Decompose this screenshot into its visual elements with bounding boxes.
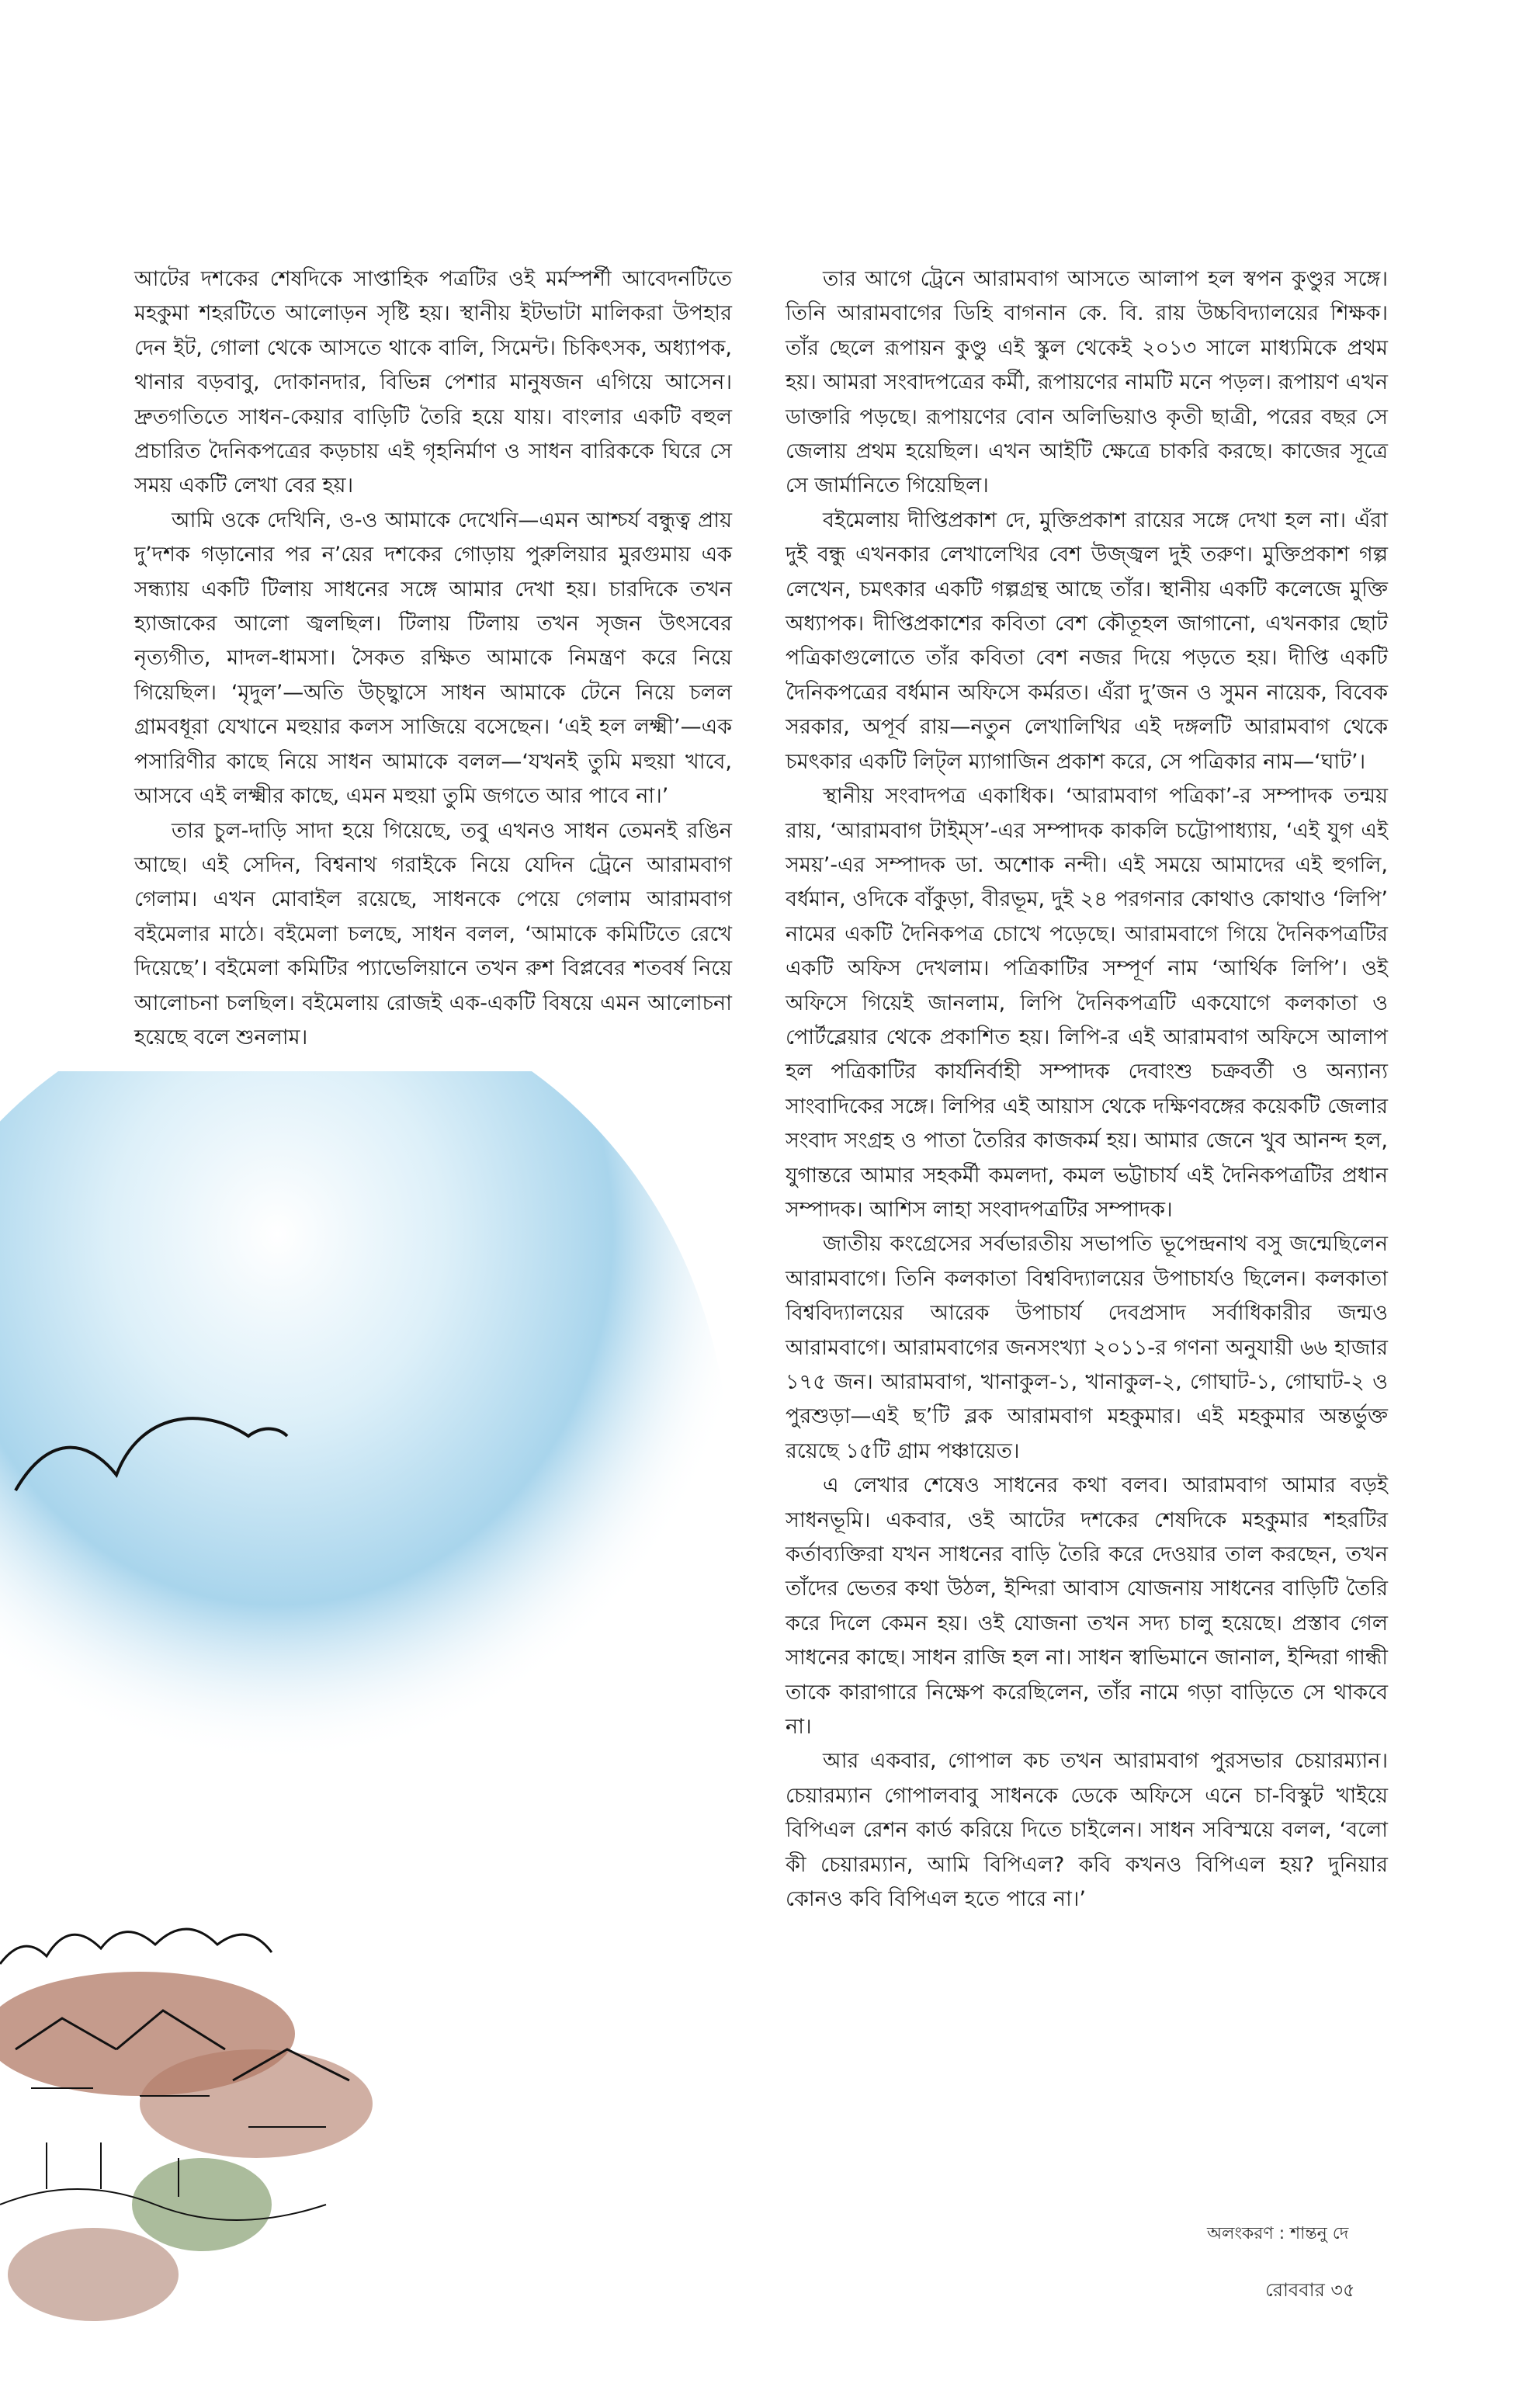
paragraph: আমি ওকে দেখিনি, ও-ও আমাকে দেখেনি—এমন আশ্চর্য বন্ধুত্ব প্রায় দু’দশক গড়ানোর পর ন’য়ের দশকের গোড়ায় পুরুলিয়ার মুরগুমায় এক সন্ধ্যায় একটি টিলায় সাধনের সঙ্গে আমার দেখা হয়। চারদিকে তখন হ্যাজাকের আলো জ্বলছিল। টিলায় টিলায় তখন সৃজন উৎসবের নৃত্যগীত, মাদল-ধামসা। সৈকত রক্ষিত আমাকে নিমন্ত্রণ করে নিয়ে গিয়েছিল। ‘মৃদুল’—অতি উচ্ছ্বাসে সাধন আমাকে টেনে নিয়ে চলল গ্রামবধূরা যেখানে মহুয়ার কলস সাজিয়ে বসেছেন। ‘এই হল লক্ষ্মী’—এক পসারিণীর কাছে নিয়ে সাধন আমাকে বলল—‘যখনই তুমি মহুয়া খাবে, আসবে এই লক্ষ্মীর কাছে, এমন মহুয়া তুমি জগতে আর পাবে না।’ <box>134 508 732 809</box>
ink-illustration <box>0 1071 776 2391</box>
paragraph: তার আগে ট্রেনে আরামবাগ আসতে আলাপ হল স্বপন কুণ্ডুর সঙ্গে। তিনি আরামবাগের ডিহি বাগনান কে. বি. রায় উচ্চবিদ্যালয়ের শিক্ষক। তাঁর ছেলে রূপায়ন কুণ্ডু এই স্কুল থেকেই ২০১৩ সালে মাধ্যমিকে প্রথম হয়। আমরা সংবাদপত্রের কর্মী, রূপায়ণের নামটি মনে পড়ল। রূপায়ণ এখন ডাক্তারি পড়ছে। রূপায়ণের বোন অলিভিয়াও কৃতী ছাত্রী, পরের বছর সে জেলায় প্রথম হয়েছিল। এখন আইটি ক্ষেত্রে চাকরি করছে। কাজের সূত্রে সে জার্মানিতে গিয়েছিল। <box>786 267 1389 498</box>
paragraph: আর একবার, গোপাল কচ তখন আরামবাগ পুরসভার চেয়ারম্যান। চেয়ারম্যান গোপালবাবু সাধনকে ডেকে অফিসে এনে চা-বিস্কুট খাইয়ে বিপিএল রেশন কার্ড করিয়ে দিতে চাইলেন। সাধন সবিস্ময়ে বলল, ‘বলো কী চেয়ারম্যান, আমি বিপিএল? কবি কখনও বিপিএল হয়? দুনিয়ার কোনও কবি বিপিএল হতে পারে না।’ <box>786 1749 1388 1912</box>
article-left-column <box>134 262 732 1055</box>
article-right-column <box>786 262 1388 1917</box>
illustration-credit: অলংকরণ : শান্তনু দে <box>1207 2224 1349 2243</box>
paragraph: তার চুল-দাড়ি সাদা হয়ে গিয়েছে, তবু এখনও সাধন তেমনই রঙিন আছে। এই সেদিন, বিশ্বনাথ গরাইকে নিয়ে যেদিন ট্রেনে আরামবাগ গেলাম। এখন মোবাইল রয়েছে, সাধনকে পেয়ে গেলাম আরামবাগ বইমেলার মাঠে। বইমেলা চলছে, সাধন বলল, ‘আমাকে কমিটিতে রেখে দিয়েছে’। বইমেলা কমিটির প্যাভেলিয়ানে তখন রুশ বিপ্লবের শতবর্ষ নিয়ে আলোচনা চলছিল। বইমেলায় রোজই এক-একটি বিষয়ে এমন আলোচনা হয়েছে বলে শুনলাম। <box>134 818 732 1050</box>
paragraph: স্থানীয় সংবাদপত্র একাধিক। ‘আরামবাগ পত্রিকা’-র সম্পাদক তন্ময় রায়, ‘আরামবাগ টাইম্‌স’-এর সম্পাদক কাকলি চট্টোপাধ্যায়, ‘এই যুগ এই সময়’-এর সম্পাদক ডা. অশোক নন্দী। এই সময়ে আমাদের এই হুগলি, বর্ধমান, ওদিকে বাঁকুড়া, বীরভূম, দুই ২৪ পরগনার কোথাও কোথাও ‘লিপি’ নামের একটি দৈনিকপত্র চোখে পড়েছে। আরামবাগে গিয়ে দৈনিকপত্রটির একটি অফিস দেখলাম। পত্রিকাটির সম্পূর্ণ নাম ‘আর্থিক লিপি’। ওই অফিসে গিয়েই জানলাম, লিপি দৈনিকপত্রটি একযোগে কলকাতা ও পোর্টব্লেয়ার থেকে প্রকাশিত হয়। লিপি-র এই আরামবাগ অফিসে আলাপ হল পত্রিকাটির কার্যনির্বাহী সম্পাদক দেবাংশু চক্রবর্তী ও অন্যান্য সাংবাদিকের সঙ্গে। লিপির এই আয়াস থেকে দক্ষিণবঙ্গের কয়েকটি জেলার সংবাদ সংগ্রহ ও পাতা তৈরির কাজকর্ম হয়। আমার জেনে খুব আনন্দ হল, যুগান্তরে আমার সহকর্মী কমলদা, কমল ভট্টাচার্য এই দৈনিকপত্রটির প্রধান সম্পাদক। আশিস লাহা সংবাদপত্রটির সম্পাদক। <box>786 784 1388 1222</box>
page-folio: রোববার ৩৫ <box>1265 2279 1355 2301</box>
paragraph: বইমেলায় দীপ্তিপ্রকাশ দে, মুক্তিপ্রকাশ রায়ের সঙ্গে দেখা হল না। এঁরা দুই বন্ধু এখনকার লেখালেখির বেশ উজ্জ্বল দুই তরুণ। মুক্তিপ্রকাশ গল্প লেখেন, চমৎকার একটি গল্পগ্রন্থ আছে তাঁর। স্থানীয় একটি কলেজে মুক্তি অধ্যাপক। দীপ্তিপ্রকাশের কবিতা বেশ কৌতূহল জাগানো, এখনকার ছোট পত্রিকাগুলোতে তাঁর কবিতা বেশ নজর দিয়ে পড়তে হয়। দীপ্তি একটি দৈনিকপত্রের বর্ধমান অফিসে কর্মরত। এঁরা দু’জন ও সুমন নায়েক, বিবেক সরকার, অপূর্ব রায়—নতুন লেখালিখির এই দঙ্গলটি আরামবাগ থেকে চমৎকার একটি লিট্‌ল ম্যাগাজিন প্রকাশ করে, সে পত্রিকার নাম—‘ঘাট’। <box>786 508 1388 774</box>
paragraph: জাতীয় কংগ্রেসের সর্বভারতীয় সভাপতি ভূপেন্দ্রনাথ বসু জন্মেছিলেন আরামবাগে। তিনি কলকাতা বিশ্ববিদ্যালয়ের উপাচার্যও ছিলেন। কলকাতা বিশ্ববিদ্যালয়ের আরেক উপাচার্য দেবপ্রসাদ সর্বাধিকারীর জন্মও আরামবাগে। আরামবাগের জনসংখ্যা ২০১১-র গণনা অনুযায়ী ৬৬ হাজার ১৭৫ জন। আরামবাগ, খানাকুল-১, খানাকুল-২, গোঘাট-১, গোঘাট-২ ও পুরশুড়া—এই ছ’টি ব্লক আরামবাগ মহকুমার। এই মহকুমার অন্তর্ভুক্ত রয়েছে ১৫টি গ্রাম পঞ্চায়েত। <box>786 1232 1388 1463</box>
sky-wash <box>0 1071 730 1956</box>
paragraph: এ লেখার শেষেও সাধনের কথা বলব। আরামবাগ আমার বড়ই সাধনভূমি। একবার, ওই আটের দশকের শেষদিকে মহকুমার শহরটির কর্তাব্যক্তিরা যখন সাধনের বাড়ি তৈরি করে দেওয়ার তাল করছেন, তখন তাঁদের ভেতর কথা উঠল, ইন্দিরা আবাস যোজনায় সাধনের বাড়িটি তৈরি করে দিলে কেমন হয়। ওই যোজনা তখন সদ্য চালু হয়েছে। প্রস্তাব গেল সাধনের কাছে। সাধন রাজি হল না। সাধন স্বাভিমানে জানাল, ইন্দিরা গান্ধী তাকে কারাগারে নিক্ষেপ করেছিলেন, তাঁর নামে গড়া বাড়িতে সে থাকবে না। <box>786 1473 1388 1740</box>
village-sketch <box>0 1929 373 2321</box>
paragraph: আটের দশকের শেষদিকে সাপ্তাহিক পত্রটির ওই মর্মস্পর্শী আবেদনটিতে মহকুমা শহরটিতে আলোড়ন সৃষ্টি হয়। স্থানীয় ইটভাটা মালিকরা উপহার দেন ইট, গোলা থেকে আসতে থাকে বালি, সিমেন্ট। চিকিৎসক, অধ্যাপক, থানার বড়বাবু, দোকানদার, বিভিন্ন পেশার মানুষজন এগিয়ে আসেন। দ্রুতগতিতে সাধন-কেয়ার বাড়িটি তৈরি হয়ে যায়। বাংলার একটি বহুল প্রচারিত দৈনিকপত্রের কড়চায় এই গৃহনির্মাণ ও সাধন বারিককে ঘিরে সে সময় একটি লেখা বের হয়। <box>134 267 732 498</box>
